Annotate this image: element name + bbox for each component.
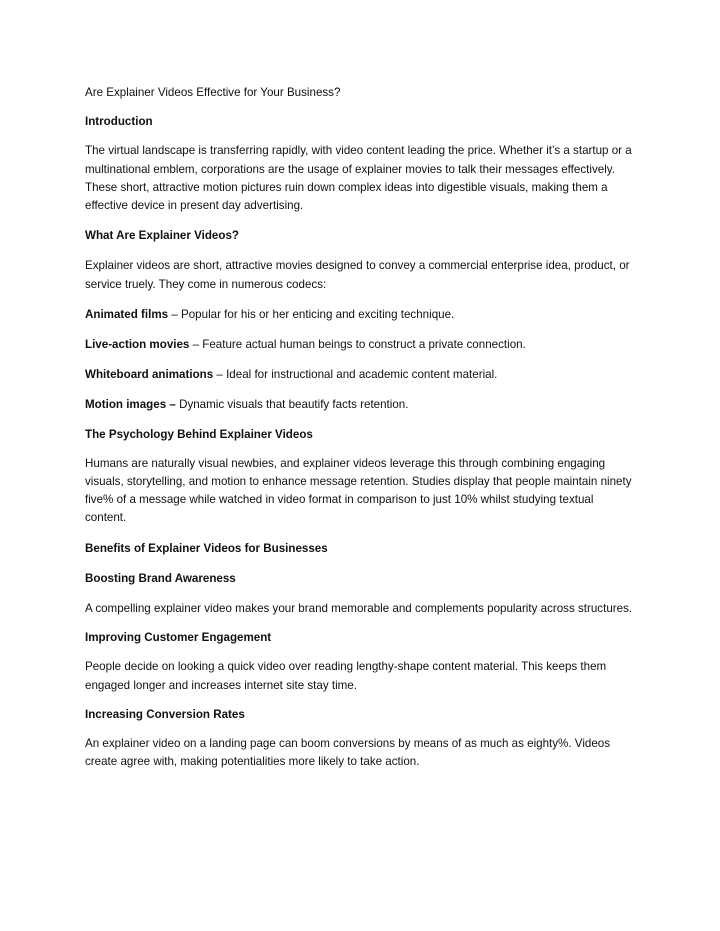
document-page xyxy=(85,84,637,771)
document-title: Are Explainer Videos Effective for Your Business? xyxy=(85,86,341,99)
brand-heading: Boosting Brand Awareness xyxy=(85,571,236,585)
format-desc: – Ideal for instructional and academic content material. xyxy=(213,368,498,382)
brand-paragraph: A compelling explainer video makes your brand memorable and complements popularity across structures. xyxy=(85,602,633,616)
intro-heading: Introduction xyxy=(85,115,153,129)
format-desc: – Feature actual human beings to construct a private connection. xyxy=(189,338,526,352)
format-item-animated xyxy=(85,306,637,324)
format-item-live-action xyxy=(85,336,637,354)
conversion-heading: Increasing Conversion Rates xyxy=(85,707,245,721)
format-term: Animated films xyxy=(85,307,169,321)
format-desc: Dynamic visuals that beautify facts retention. xyxy=(175,398,409,412)
format-item-whiteboard xyxy=(85,366,637,384)
what-paragraph: Explainer videos are short, attractive movies designed to convey a commercial enterprise idea, product, or service truely. They come in numerous codecs: xyxy=(85,259,630,291)
format-term: Whiteboard animations xyxy=(85,368,214,382)
conversion-paragraph: An explainer video on a landing page can boom conversions by means of as much as eighty%. Videos create agree with, making potentialities more likely to take action. xyxy=(85,737,611,769)
psychology-paragraph: Humans are naturally visual newbies, and explainer videos leverage this through combining engaging visuals, storytelling, and motion to enhance message retention. Studies display that people maintain ninety five% of a message while watched in video format in comparison to just 10% whilst studying textual content. xyxy=(85,456,632,525)
engagement-paragraph: People decide on looking a quick video over reading lengthy-shape content material. This keeps them engaged longer and increases internet site stay time. xyxy=(85,660,607,692)
format-term: Motion images – xyxy=(85,398,176,412)
what-heading: What Are Explainer Videos? xyxy=(85,229,239,243)
format-item-motion xyxy=(85,396,637,414)
format-desc: – Popular for his or her enticing and exciting technique. xyxy=(168,307,455,321)
intro-paragraph: The virtual landscape is transferring rapidly, with video content leading the price. Whether it’s a startup or a multinational emblem, corporations are the usage of explainer movies to talk their messages effectively. These short, attractive motion pictures ruin down complex ideas into digestible visuals, making them a effective device in present day advertising. xyxy=(85,144,632,213)
psychology-heading: The Psychology Behind Explainer Videos xyxy=(85,427,313,441)
benefits-heading: Benefits of Explainer Videos for Businesses xyxy=(85,541,328,555)
format-term: Live-action movies xyxy=(85,338,190,352)
engagement-heading: Improving Customer Engagement xyxy=(85,631,272,645)
